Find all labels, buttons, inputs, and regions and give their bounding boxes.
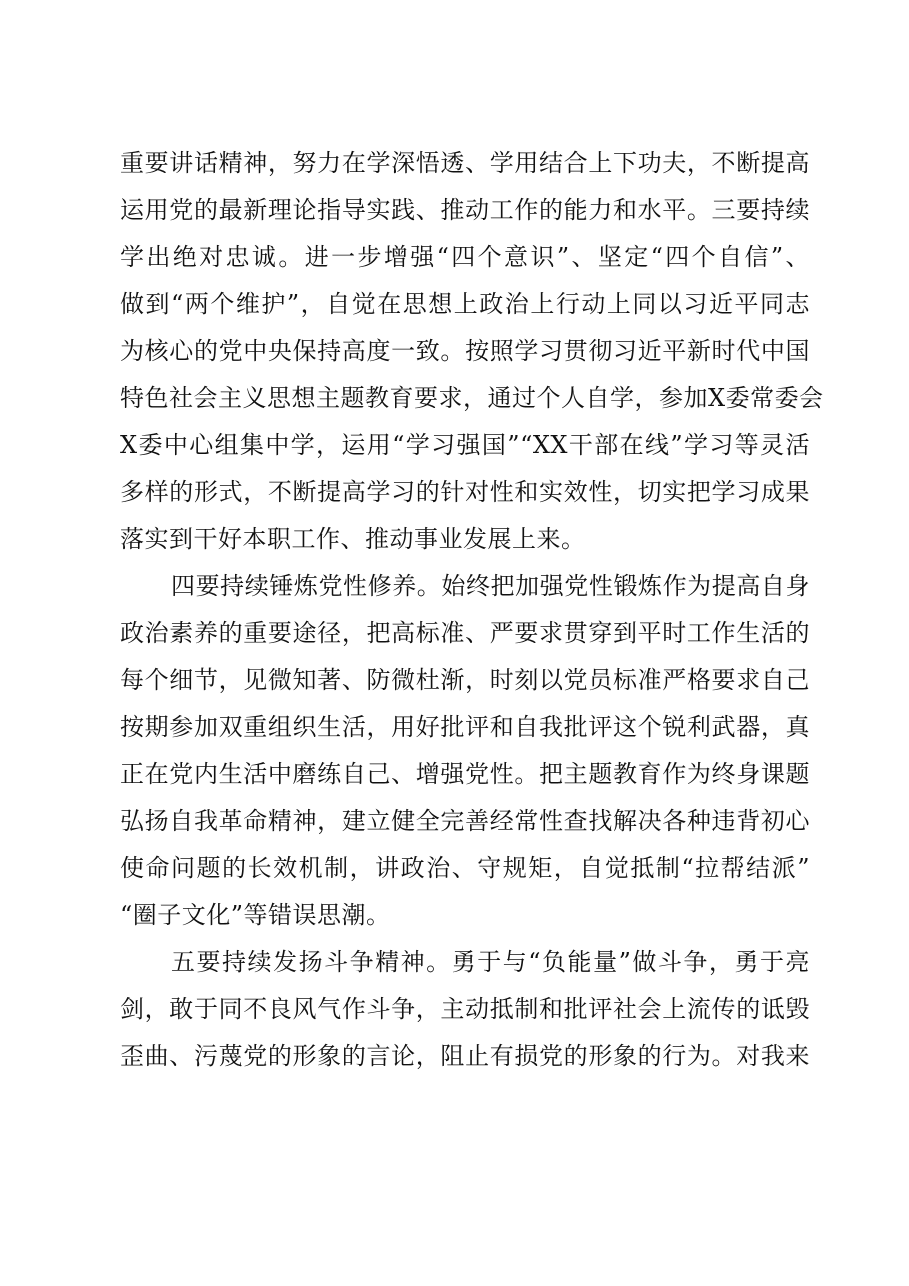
text-line: “圈子文化”等错误思潮。 <box>120 901 391 929</box>
text-line: 重要讲话精神，努力在学深悟透、学用结合上下功夫，不断提高 <box>120 149 810 177</box>
paragraph-2 <box>120 563 810 939</box>
text-line: 正在党内生活中磨练自己、增强党性。把主题教育作为终身课题 <box>120 760 810 788</box>
text-line: 按期参加双重组织生活，用好批评和自我批评这个锐利武器，真 <box>120 713 810 741</box>
document-body <box>120 140 824 1080</box>
text-line: 四要持续锤炼党性修养。始终把加强党性锻炼作为提高自身 <box>171 572 810 600</box>
text-line: X委中心组集中学，运用“学习强国”“XX干部在线”学习等灵活 <box>120 431 810 459</box>
text-line: 特色社会主义思想主题教育要求，通过个人自学，参加X委常委会 <box>120 384 824 412</box>
text-line: 为核心的党中央保持高度一致。按照学习贯彻习近平新时代中国 <box>120 337 810 365</box>
text-line: 每个细节，见微知著、防微杜渐，时刻以党员标准严格要求自己 <box>120 666 810 694</box>
text-line: 使命问题的长效机制，讲政治、守规矩，自觉抵制“拉帮结派” <box>120 854 810 882</box>
text-line: 政治素养的重要途径，把高标准、严要求贯穿到平时工作生活的 <box>120 619 810 647</box>
paragraph-3 <box>120 939 810 1080</box>
text-line: 做到“两个维护”，自觉在思想上政治上行动上同以习近平同志 <box>120 290 810 318</box>
text-line: 剑，敢于同不良风气作斗争，主动抵制和批评社会上流传的诋毁 <box>120 995 810 1023</box>
text-line: 弘扬自我革命精神，建立健全完善经常性查找解决各种违背初心 <box>120 807 810 835</box>
text-line: 学出绝对忠诚。进一步增强“四个意识”、坚定“四个自信”、 <box>120 243 810 271</box>
text-line: 落实到干好本职工作、推动事业发展上来。 <box>120 525 586 553</box>
text-line: 多样的形式，不断提高学习的针对性和实效性，切实把学习成果 <box>120 478 810 506</box>
text-line: 五要持续发扬斗争精神。勇于与“负能量”做斗争，勇于亮 <box>171 948 810 976</box>
text-line: 运用党的最新理论指导实践、推动工作的能力和水平。三要持续 <box>120 196 810 224</box>
text-line: 歪曲、污蔑党的形象的言论，阻止有损党的形象的行为。对我来 <box>120 1042 810 1070</box>
paragraph-1 <box>120 140 824 563</box>
